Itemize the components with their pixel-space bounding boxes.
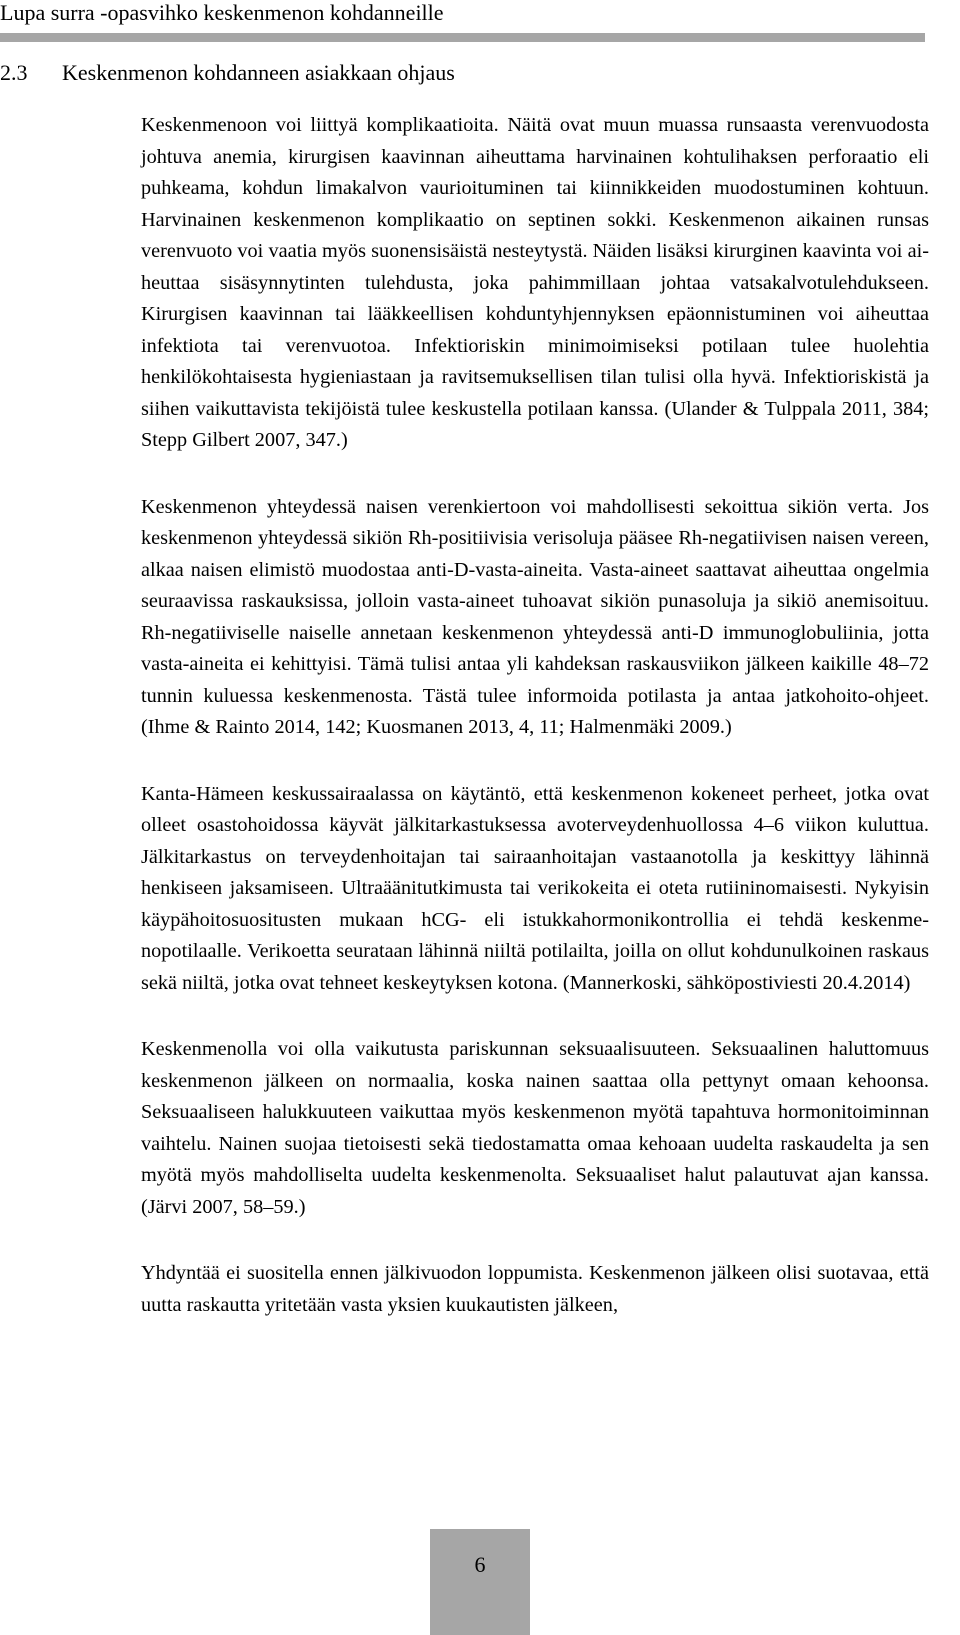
paragraph-complications: Keskenmenoon voi liittyä komplikaatioita. Näitä ovat muun muassa runsaasta verenvuodosta johtuva anemia, kirurgisen kaavinnan aiheuttama harvinainen kohtulihaksen perforaatio eli puhkeama, kohdun limakalvon vaurioituminen tai kiinnikkeiden muodostuminen kohtuun. Harvinainen keskenmenon komplikaatio on septinen sokki. Keskenmenon aikainen runsas verenvuoto voi vaatia myös suonensisäistä nesteytystä. Näiden lisäksi kirurginen kaavinta voi aiheuttaa sisäsynnytinten tulehdusta, joka pahimmillaan johtaa vatsakalvotulehdukseen. Kirurgisen kaavinnan tai lääkkeellisen kohduntyhjennyksen epäonnistuminen voi aiheuttaa infektiota tai verenvuotoa. Infektioriskin minimoimiseksi potilaan tulee huolehtia henkilökohtaisesta hygieniastaan ja ravitsemuksellisen tilan tulisi olla hyvä. Infektioriskistä ja siihen vaikuttavista tekijöistä tulee keskustella potilaan kanssa. (Ulander & Tulppala 2011, 384; Stepp Gilbert 2007, 347.) — [141, 114, 929, 451]
paragraph-intercourse: Yhdyntää ei suositella ennen jälkivuodon loppumista. Keskenmenon jälkeen olisi suotavaa, että uutta raskautta yritetään vasta yksien kuukautisten jälkeen, — [141, 1262, 929, 1316]
page-number: 6 — [474, 1552, 486, 1577]
paragraph-sexuality: Keskenmenolla voi olla vaikutusta pariskunnan seksuaalisuuteen. Seksuaalinen haluttomuus keskenmenon jälkeen on normaalia, koska nainen saattaa olla pettynyt omaan kehoonsa. Seksuaaliseen halukkuuteen vaikuttaa myös keskenmenon myötä tapahtuva hormonitoiminnan vaihtelu. Nainen suojaa tietoisesti sekä tiedostamatta omaa kehoaan uudelta raskaudelta ja sen myötä myös mahdolliselta uudelta keskenmenolta. Seksuaaliset halut palautuvat ajan kanssa. (Järvi 2007, 58–59.) — [141, 1038, 929, 1218]
header-rule — [0, 33, 925, 42]
section-title: Keskenmenon kohdanneen asiakkaan ohjaus — [62, 60, 455, 85]
section-number: 2.3 — [0, 60, 28, 85]
running-header: Lupa surra -opasvihko keskenmenon kohdanneille — [0, 0, 444, 25]
body-text — [141, 110, 929, 1321]
page-number-box — [430, 1529, 530, 1635]
section-heading — [0, 60, 455, 86]
paragraph-rh-immunization: Keskenmenon yhteydessä naisen verenkiertoon voi mahdollisesti sekoittua sikiön verta. Jos keskenmenon yhteydessä sikiön Rh-positiivisia verisoluja pääsee Rh-negatiivisen naisen vereen, alkaa naisen elimistö muodostaa anti-D-vasta-aineita. Vasta-aineet saattavat aiheuttaa ongelmia seuraavissa raskauksissa, jolloin vasta-aineet tuhoavat sikiön punasoluja ja sikiö anemisoituu. Rh-negatiiviselle naiselle annetaan keskenmenon yhteydessä anti-D immunoglobuliinia, jotta vasta-aineita ei kehittyisi. Tämä tulisi antaa yli kahdeksan raskausviikon jälkeen kaikille 48–72 tunnin kuluessa keskenmenosta. Tästä tulee informoida potilasta ja antaa jatkohoito-ohjeet. (Ihme & Rainto 2014, 142; Kuosmanen 2013, 4, 11; Halmenmäki 2009.) — [141, 495, 929, 738]
paragraph-follow-up: Kanta-Hämeen keskussairaalassa on käytäntö, että keskenmenon kokeneet perheet, jotka ovat olleet osastohoidossa käyvät jälkitarkastuksessa avoterveydenhuollossa 4–6 viikon kuluttua. Jälkitarkastus on terveydenhoitajan tai sairaanhoitajan vastaanotolla ja keskittyy lähinnä henkiseen jaksamiseen. Ultraäänitutkimusta tai verikokeita ei oteta rutiininomaisesti. Nykyisin käypähoitosuositusten mukaan hCG- eli istukkahormonikontrollia ei tehdä keskenmenopotilaalle. Verikoetta seurataan lähinnä niiltä potilailta, joilla on ollut kohdunulkoinen raskaus sekä niiltä, jotka ovat tehneet keskeytyksen kotona. (Mannerkoski, sähköpostiviesti 20.4.2014) — [141, 782, 929, 994]
